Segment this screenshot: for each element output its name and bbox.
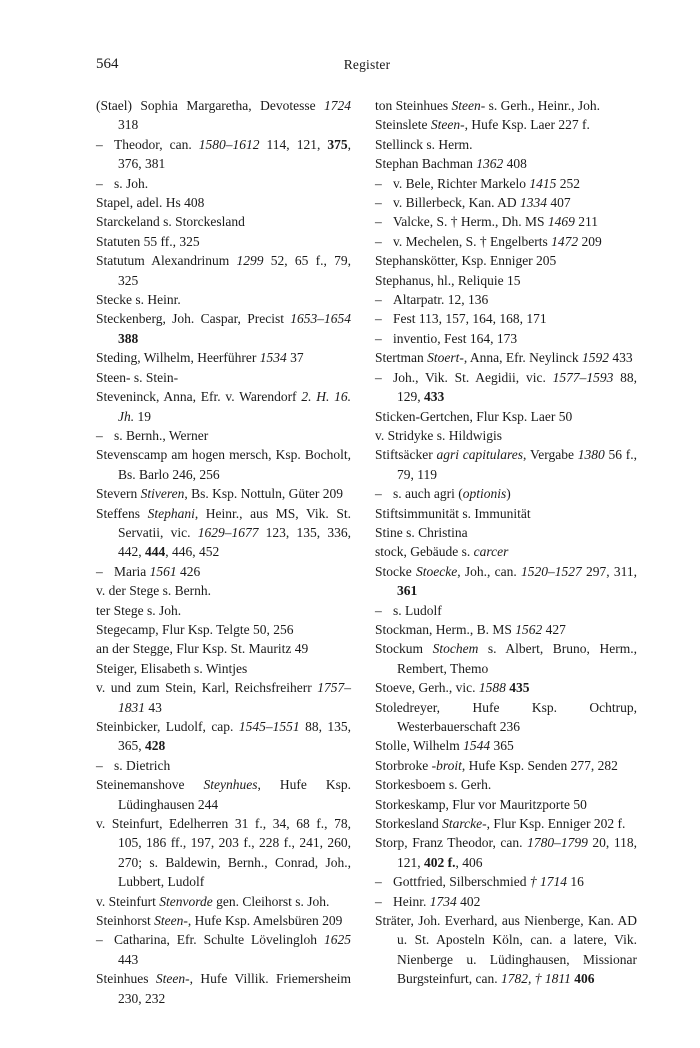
index-entry: Storkesboem s. Gerh. xyxy=(375,777,492,793)
index-entry: – s. Bernh., Werner xyxy=(96,427,209,443)
index-entry: Starckeland s. Storckesland xyxy=(96,214,245,230)
index-entry: Storkesland Starcke-, Flur Ksp. Enniger 202 f. xyxy=(375,816,626,832)
index-entry: – v. Mechelen, S. † Engelberts 1472 209 xyxy=(375,233,602,249)
index-column-right xyxy=(375,96,637,989)
index-entry: – Valcke, S. † Herm., Dh. MS 1469 211 xyxy=(375,214,598,230)
index-entry: Steen- s. Stein- xyxy=(96,369,179,385)
index-column-left xyxy=(96,96,351,1008)
index-entry: – inventio, Fest 164, 173 xyxy=(375,330,518,346)
index-entry: Stiftsäcker agri capitulares, Vergabe 1380 56 f., 79, 119 xyxy=(375,447,638,482)
index-entry: Stellinck s. Herm. xyxy=(375,136,473,152)
index-entry: – Catharina, Efr. Schulte Lövelingloh 1625 443 xyxy=(96,932,351,967)
index-entry: Stoeve, Gerh., vic. 1588 435 xyxy=(375,680,530,696)
page-header xyxy=(96,56,638,80)
index-entry: – v. Bele, Richter Markelo 1415 252 xyxy=(375,175,580,191)
index-entry: Stockum Stochem s. Albert, Bruno, Herm., Rembert, Themo xyxy=(375,641,637,676)
index-entry: Sticken-Gertchen, Flur Ksp. Laer 50 xyxy=(375,408,573,424)
index-entry: Stecke s. Heinr. xyxy=(96,292,181,308)
index-entry: – s. Ludolf xyxy=(375,602,442,618)
index-entry: Stevenscamp am hogen mersch, Ksp. Bocholt, Bs. Barlo 246, 256 xyxy=(96,447,351,482)
index-entry: – Heinr. 1734 402 xyxy=(375,893,481,909)
index-entry: Steinhorst Steen-, Hufe Ksp. Amelsbüren 209 xyxy=(96,913,343,929)
index-entry: – s. auch agri (optionis) xyxy=(375,486,511,502)
index-entry: Stevern Stiveren, Bs. Ksp. Nottuln, Güter 209 xyxy=(96,486,343,502)
index-entry: Stocke Stoecke, Joh., can. 1520–1527 297, 311, 361 xyxy=(375,563,637,599)
index-entry: Stoledreyer, Hufe Ksp. Ochtrup, Westerbauerschaft 236 xyxy=(375,699,637,734)
index-entry: Steinslete Steen-, Hufe Ksp. Laer 227 f. xyxy=(375,117,590,133)
index-entry: – s. Joh. xyxy=(96,175,149,191)
index-entry: Steiger, Elisabeth s. Wintjes xyxy=(96,660,248,676)
index-entry: Stephanskötter, Ksp. Enniger 205 xyxy=(375,253,557,269)
index-entry: Storp, Franz Theodor, can. 1780–1799 20, 118, 121, 402 f., 406 xyxy=(375,835,637,870)
index-entry: Statutum Alexandrinum 1299 52, 65 f., 79, 325 xyxy=(96,253,351,288)
index-entry: Sträter, Joh. Everhard, aus Nienberge, Kan. AD u. St. Aposteln Köln, can. a latere, Vik. Nienberge u. Lüdinghausen, Missionar Burgsteinfurt, can. 1782, † 1811 406 xyxy=(375,913,637,987)
index-entry: v. Steinfurt, Edelherren 31 f., 34, 68 f., 78, 105, 186 ff., 197, 203 f., 228 f., 241, 260, 270; s. Baldewin, Bernh., Conrad, Joh., Lubbert, Ludolf xyxy=(96,816,351,890)
index-entry: Stine s. Christina xyxy=(375,524,468,540)
index-entry: v. Stridyke s. Hildwigis xyxy=(375,427,503,443)
index-entry: Steding, Wilhelm, Heerführer 1534 37 xyxy=(96,350,304,366)
index-entry: ton Steinhues Steen- s. Gerh., Heinr., Joh. xyxy=(375,98,600,113)
index-entry: Steveninck, Anna, Efr. v. Warendorf 2. H. 16. Jh. 19 xyxy=(96,389,351,424)
index-entry: Stephan Bachman 1362 408 xyxy=(375,156,527,172)
page-number: 564 xyxy=(96,56,119,72)
index-entry: – Joh., Vik. St. Aegidii, vic. 1577–1593 88, 129, 433 xyxy=(375,369,637,405)
index-entry: Statuten 55 ff., 325 xyxy=(96,233,200,249)
index-entry: – s. Dietrich xyxy=(96,757,171,773)
index-entry: Stegecamp, Flur Ksp. Telgte 50, 256 xyxy=(96,621,294,637)
index-entry: Steinhues Steen-, Hufe Villik. Friemersheim 230, 232 xyxy=(96,971,352,1006)
index-entry: – Maria 1561 426 xyxy=(96,563,201,579)
index-entry: ter Stege s. Joh. xyxy=(96,602,182,618)
index-entry: Stephanus, hl., Reliquie 15 xyxy=(375,272,521,288)
running-title: Register xyxy=(343,57,391,72)
index-entry: – v. Billerbeck, Kan. AD 1334 407 xyxy=(375,195,571,211)
index-entry: v. Steinfurt Stenvorde gen. Cleihorst s. Joh. xyxy=(96,893,330,909)
index-entry: – Fest 113, 157, 164, 168, 171 xyxy=(375,311,547,327)
index-entry: v. der Stege s. Bernh. xyxy=(96,583,211,599)
index-entry: – Theodor, can. 1580–1612 114, 121, 375, 376, 381 xyxy=(96,136,352,172)
index-entry: Storkeskamp, Flur vor Mauritzporte 50 xyxy=(375,796,587,812)
index-entry: (Stael) Sophia Margaretha, Devotesse 1724 318 xyxy=(96,98,351,133)
index-entry: Stertman Stoert-, Anna, Efr. Neylinck 1592 433 xyxy=(375,350,633,366)
index-entry: Steinbicker, Ludolf, cap. 1545–1551 88, 135, 365, 428 xyxy=(96,719,352,754)
index-entry: Stapel, adel. Hs 408 xyxy=(96,195,205,211)
index-entry: stock, Gebäude s. carcer xyxy=(375,544,509,560)
index-entry: Stolle, Wilhelm 1544 365 xyxy=(375,738,514,754)
index-entry: an der Stegge, Flur Ksp. St. Mauritz 49 xyxy=(96,641,309,657)
index-entry: Stiftsimmunität s. Immunität xyxy=(375,505,531,521)
index-entry: Steinemanshove Steynhues, Hufe Ksp. Lüdinghausen 244 xyxy=(96,777,351,812)
index-entry: v. und zum Stein, Karl, Reichsfreiherr 1757–1831 43 xyxy=(96,680,351,715)
index-entry: – Gottfried, Silberschmied † 1714 16 xyxy=(375,874,584,890)
index-entry: Stockman, Herm., B. MS 1562 427 xyxy=(375,621,566,637)
index-entry: Storbroke -broit, Hufe Ksp. Senden 277, 282 xyxy=(375,757,618,773)
index-entry: – Altarpatr. 12, 136 xyxy=(375,292,489,308)
index-entry: Steffens Stephani, Heinr., aus MS, Vik. St. Servatii, vic. 1629–1677 123, 135, 336, 442, 444, 446, 452 xyxy=(96,505,352,560)
index-entry: Steckenberg, Joh. Caspar, Precist 1653–1654 388 xyxy=(96,311,351,346)
